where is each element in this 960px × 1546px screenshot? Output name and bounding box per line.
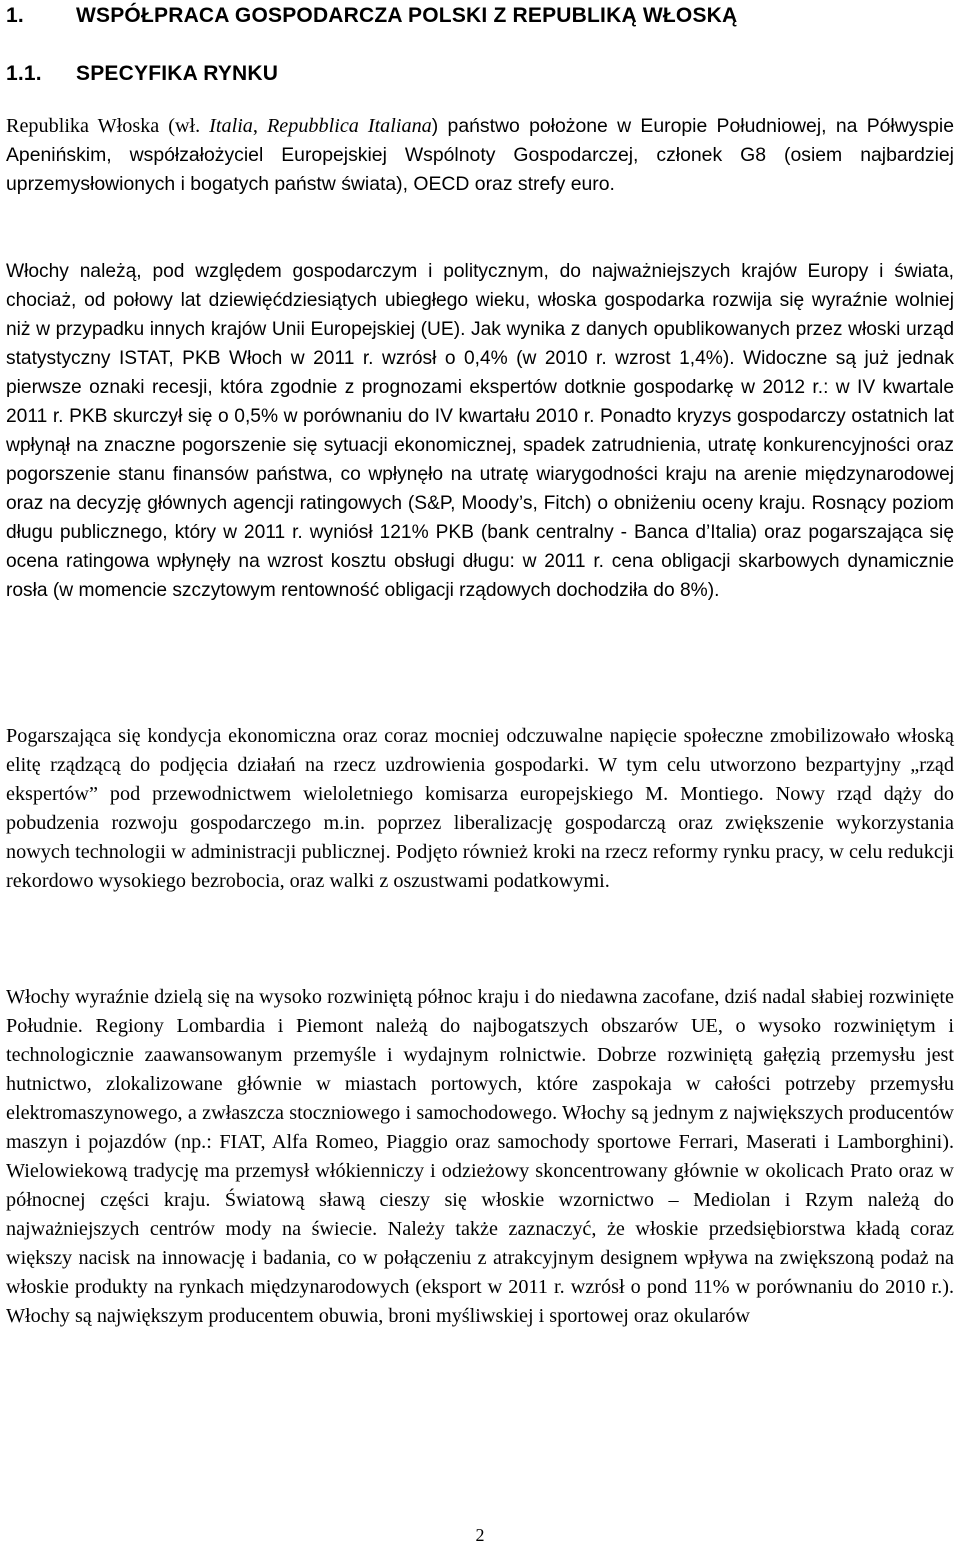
text-run: Republika Włoska (wł.: [6, 115, 210, 137]
text-run: ,: [252, 115, 267, 137]
heading-number: 1.: [6, 4, 24, 27]
italic-text: Italia: [209, 115, 253, 137]
paragraph-government: Pogarszająca się kondycja ekonomiczna oraz coraz mocniej odczuwalne napięcie społeczne zmobilizowało włoską elitę rządzącą do podjęcia działań na rzecz uzdrowienia gospodarki. W tym celu utworzono bezpartyjny „rząd ekspertów” pod przewodnictwem wieloletniego komisarza europejskiego M. Montiego. Nowy rząd dąży do pobudzenia rozwoju gospodarczego m.in. poprzez liberalizację gospodarczą oraz zwiększenie wykorzystania nowych technologii w administracji publicznej. Podjęto również kroki na rzecz reformy rynku pracy, w celu redukcji rekordowo wysokiego bezrobocia, oraz walki z oszustwami podatkowymi.: [6, 725, 954, 892]
paragraph-intro: [6, 112, 954, 199]
heading-level-2: [6, 62, 278, 86]
italic-text: Repubblica Italiana: [266, 115, 432, 137]
heading-number: 1.1.: [6, 62, 42, 85]
text-run: ) państwo położone w Europie Południowej, na Półwyspie Apenińskim, współzałożyciel Europejskiej Wspólnoty Gospodarczej, członek G8 (osiem najbardziej uprzemysłowionych i bogatych państw świata), OECD oraz strefy euro.: [6, 115, 954, 195]
paragraph-industry: Włochy wyraźnie dzielą się na wysoko rozwiniętą północ kraju i do niedawna zacofane, dziś nadal słabiej rozwinięte Południe. Regiony Lombardia i Piemont należą do najbogatszych obszarów UE, o wysoko rozwiniętym i technologicznie zaawansowanym przemyśle i wydajnym rolnictwie. Dobrze rozwiniętą gałęzią przemysłu jest hutnictwo, zlokalizowane głównie w miastach portowych, które zaspokaja w całości potrzeby przemysłu elektromaszynowego, a zwłaszcza stoczniowego i samochodowego. Włochy są jednym z największych producentów maszyn i pojazdów (np.: FIAT, Alfa Romeo, Piaggio oraz samochody sportowe Ferrari, Maserati i Lamborghini). Wielowiekową tradycję ma przemysł włókienniczy i odzieżowy skoncentrowany głównie w okolicach Prato oraz w północnej części kraju. Światową sławą cieszy się włoskie wzornictwo – Mediolan i Rzym należą do najważniejszych centrów mody na świecie. Należy także zaznaczyć, że włoskie przedsiębiorstwa kładą coraz większy nacisk na innowację i badania, co w połączeniu z atrakcyjnym designem wpływa na zwiększoną podaż na włoskie produkty na rynkach międzynarodowych (eksport w 2011 r. wzrósł o pond 11% w porównaniu do 2010 r.). Włochy są największym producentem obuwia, broni myśliwskiej i sportowej oraz okularów: [6, 986, 954, 1327]
page-number: 2: [475, 1525, 485, 1545]
paragraph-economy: Włochy należą, pod względem gospodarczym i politycznym, do najważniejszych krajów Europy i świata, chociaż, od połowy lat dziewięćdziesiątych ubiegłego wieku, włoska gospodarka rozwija się wyraźnie wolniej niż w przypadku innych krajów Unii Europejskiej (UE). Jak wynika z danych opublikowanych przez włoski urząd statystyczny ISTAT, PKB Włoch w 2011 r. wzrósł o 0,4% (w 2010 r. wzrost 1,4%). Widoczne są już jednak pierwsze oznaki recesji, która zgodnie z prognozami ekspertów dotknie gospodarkę w 2012 r.: w IV kwartale 2011 r. PKB skurczył się o 0,5% w porównaniu do IV kwartału 2010 r. Ponadto kryzys gospodarczy ostatnich lat wpłynął na znaczne pogorszenie się sytuacji ekonomicznej, spadek zatrudnienia, utratę konkurencyjności oraz pogorszenie stanu finansów państwa, co wpłynęło na utratę wiarygodności kraju na arenie międzynarodowej oraz na decyzję głównych agencji ratingowych (S&P, Moody’s, Fitch) o obniżeniu oceny kraju. Rosnący poziom długu publicznego, który w 2011 r. wyniósł 121% PKB (bank centralny - Banca d’Italia) oraz pogarszająca się ocena ratingowa wpłynęły na wzrost kosztu obsługi długu: w 2011 r. cena obligacji skarbowych dynamicznie rosła (w momencie szczytowym rentowność obligacji rządowych dochodziła do 8%).: [6, 261, 954, 601]
heading-title: SPECYFIKA RYNKU: [76, 62, 279, 85]
heading-title: WSPÓŁPRACA GOSPODARCZA POLSKI Z REPUBLIKĄ WŁOSKĄ: [76, 4, 738, 27]
heading-level-1: [6, 4, 737, 28]
